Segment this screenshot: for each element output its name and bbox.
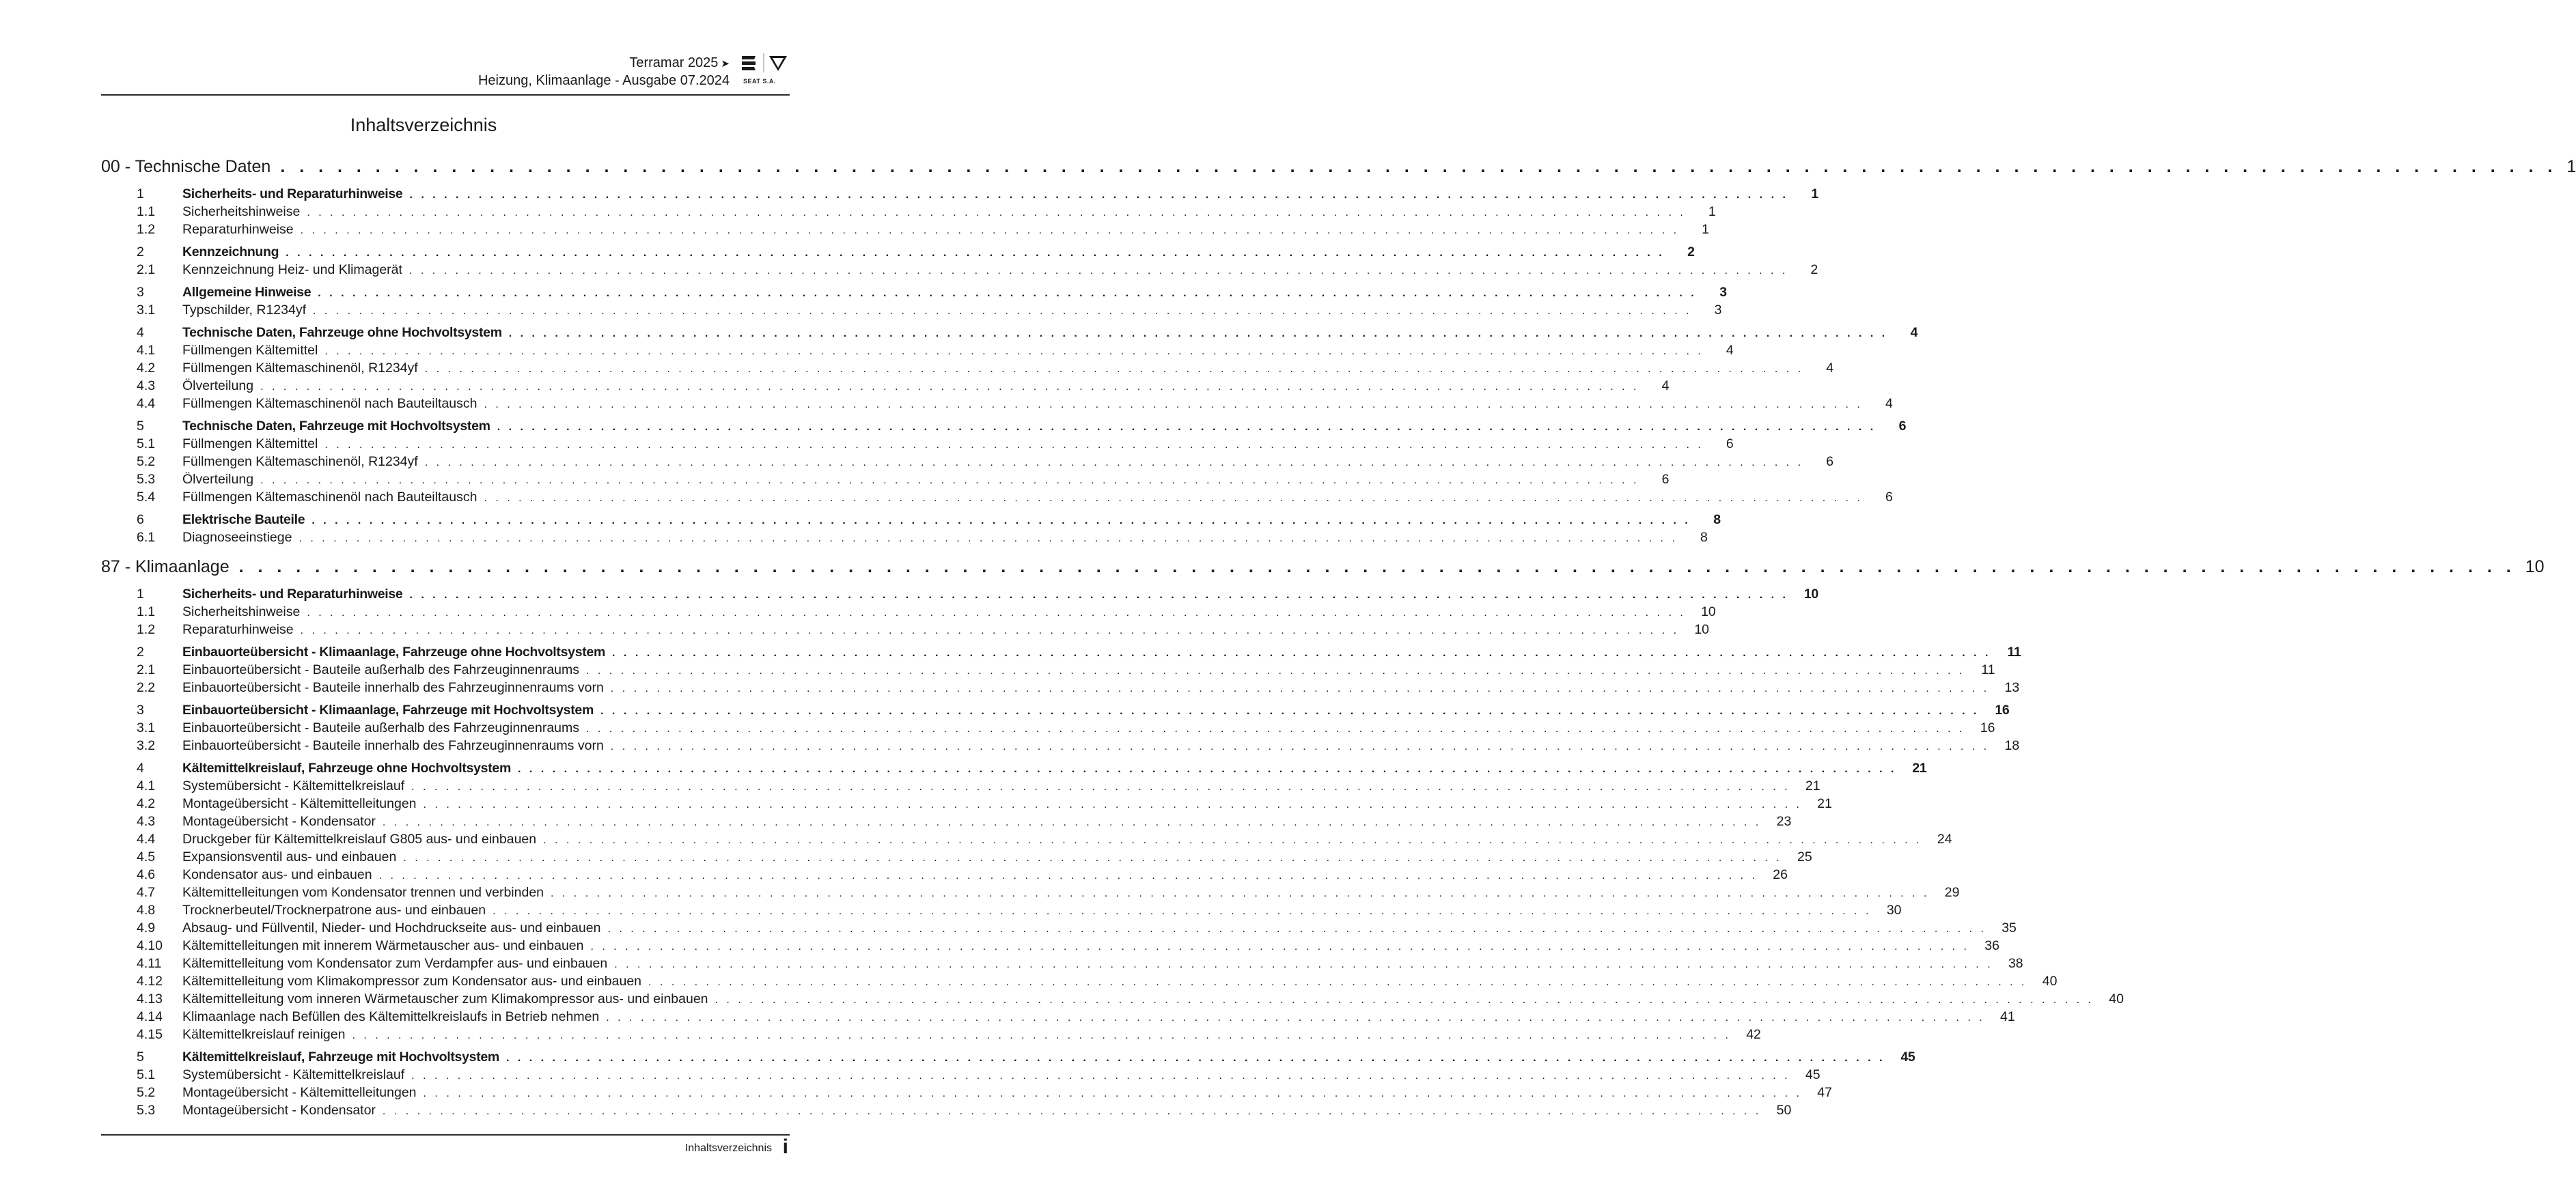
entry-page: 8 [1713, 512, 1721, 527]
leader-dots: . . . . . . . . . . . . . . . . . . . . . . . . . . . . . . . . . . . . . . . . . . . . . . . . . . . . . . . . . . . . . . . . . . . . . . . . . . . . . . . . . . . . . . . . . . . . . . . . . . . . . . . . . . . . . . . . . . . . . . . . [382, 1106, 1762, 1117]
entry-page: 1 [1708, 204, 1716, 219]
entry-page: 40 [2042, 974, 2058, 989]
leader-dots: . . . . . . . . . . . . . . . . . . . . . . . . . . . . . . . . . . . . . . . . . . . . . . . . . . . . . . . . . . . . . . . . . . . . . . . . . . . . . . . . . . . . . . . . . . . . . . . . . . . . . . . . . . . . . . . . . . . . . . . . [260, 475, 1639, 486]
leader-dots: . . . . . . . . . . . . . . . . . . . . . . . . . . . . . . . . . . . . . . . . . . . . . . . . . . . . . . . . . . . . . . . . . . . . . . . . . . . . . . . . . . . . . . . . . . . . . . . . . . . . . . . . . . . . . . . . . . . . . . . . [311, 515, 1691, 526]
entry-title: Füllmengen Kältemaschinenöl nach Bauteiltausch [182, 396, 477, 411]
entry-page: 4 [1826, 361, 1834, 376]
entry-page: 6 [1898, 419, 1907, 434]
toc-subsection-entry[interactable] [101, 396, 1893, 414]
entry-number: 1.1 [137, 204, 156, 219]
footer-label: Inhaltsverzeichnis [684, 1142, 772, 1154]
entry-number: 4.4 [137, 832, 156, 847]
entry-page: 45 [1900, 1050, 1915, 1065]
leader-dots: . . . . . . . . . . . . . . . . . . . . . . . . . . . . . . . . . . . . . . . . . . . . . . . . . . . . . . . . . . . . . . . . . . . . . . . . . . . . . . . . . . . . . . . . . . . . . . . . . . . . . . . . . . . . . . . . . . . . . . . . [409, 189, 1788, 201]
brand-label: SEAT S.A. [743, 78, 776, 85]
entry-page: 10 [1701, 604, 1716, 619]
entry-number: 1.2 [137, 622, 156, 637]
leader-dots: . . . . . . . . . . . . . . . . . . . . . . . . . . . . . . . . . . . . . . . . . . . . . . . . . . . . . . . . . . . . . . . . . . . . . . . . . . . . . . . . . . . . . . . . . . . . . . . . . . . . . . . . . . . . . . . . . . . . . . . . [590, 941, 1969, 953]
entry-title: Füllmengen Kältemaschinenöl nach Bauteiltausch [182, 490, 477, 505]
entry-number: 4.14 [137, 1009, 163, 1024]
leader-dots: . . . . . . . . . . . . . . . . . . . . . . . . . . . . . . . . . . . . . . . . . . . . . . . . . . . . . . . . . . . . . . . . . . . . . . . . . . . . . . . . . . . . . . . . . . . . . . . . . . . . . . . . . . . . . . . . . . . . . . . . [378, 870, 1758, 882]
toc-section-entry[interactable] [101, 761, 1927, 778]
entry-number: 4.6 [137, 867, 156, 882]
entry-page: 11 [2007, 645, 2021, 660]
leader-dots: . . . . . . . . . . . . . . . . . . . . . . . . . . . . . . . . . . . . . . . . . . . . . . . . . . . . . . . . . . . . . . . . . . . . . . . . . . . . . . . . . . . . . . . . . . . . . . . . . . . . . . . . . . . . . . . . . . . . . . . . [408, 265, 1788, 277]
entry-page: 29 [1944, 885, 1960, 900]
entry-page: 6 [1661, 472, 1670, 487]
entry-number: 1 [137, 587, 144, 602]
entry-number: 5.4 [137, 490, 156, 505]
toc-subsection-entry[interactable] [101, 222, 1710, 240]
entry-number: 4 [137, 761, 144, 776]
entry-title: Druckgeber für Kältemittelkreislauf G805 aus- und einbauen [182, 832, 537, 847]
toc-section-entry[interactable] [101, 587, 1818, 604]
toc-subsection-entry[interactable] [101, 1009, 2015, 1027]
entry-number: 5.2 [137, 454, 156, 469]
leader-dots: . . . . . . . . . . . . . . . . . . . . . . . . . . . . . . . . . . . . . . . . . . . . . . . . . . . . . . . . . . . . . . . . . . . . . . . . . . . . . . . . . . . . . . . . . . . . . . . . . . . . . . . . . . . . . . . . . . . . . . . . [238, 557, 2516, 576]
entry-title: Expansionsventil aus- und einbauen [182, 849, 397, 864]
seat-logo [738, 52, 790, 90]
entry-number: 5.3 [137, 472, 156, 487]
entry-number: 6 [137, 512, 144, 527]
toc-subsection-entry[interactable] [101, 361, 1834, 378]
leader-dots: . . . . . . . . . . . . . . . . . . . . . . . . . . . . . . . . . . . . . . . . . . . . . . . . . . . . . . . . . . . . . . . . . . . . . . . . . . . . . . . . . . . . . . . . . . . . . . . . . . . . . . . . . . . . . . . . . . . . . . . . [352, 1030, 1731, 1041]
entry-page: 2 [1810, 262, 1818, 277]
toc-chapter [101, 157, 2576, 548]
entry-number: 4 [137, 325, 144, 340]
leader-dots: . . . . . . . . . . . . . . . . . . . . . . . . . . . . . . . . . . . . . . . . . . . . . . . . . . . . . . . . . . . . . . . . . . . . . . . . . . . . . . . . . . . . . . . . . . . . . . . . . . . . . . . . . . . . . . . . . . . . . . . . [300, 225, 1680, 236]
entry-title: Montageübersicht - Kondensator [182, 1103, 376, 1118]
header-model-line [478, 55, 730, 72]
toc-section-entry[interactable] [101, 1050, 1915, 1067]
entry-number: 4.8 [137, 903, 156, 918]
entry-page: 26 [1773, 867, 1788, 882]
toc-subsection-entry[interactable] [101, 530, 1708, 548]
entry-title: Technische Daten, Fahrzeuge mit Hochvoltsystem [182, 419, 490, 434]
toc-subsection-entry[interactable] [101, 796, 1832, 814]
entry-number: 4.11 [137, 956, 162, 971]
entry-number: 2.1 [137, 662, 156, 677]
entry-page: 13 [2004, 680, 2020, 695]
toc-section-group [101, 244, 1818, 280]
entry-number: 4.1 [137, 343, 156, 358]
leader-dots: . . . . . . . . . . . . . . . . . . . . . . . . . . . . . . . . . . . . . . . . . . . . . . . . . . . . . . . . . . . . . . . . . . . . . . . . . . . . . . . . . . . . . . . . . . . . . . . . . . . . . . . . . . . . . . . . . . . . . . . . [606, 1012, 1985, 1024]
leader-dots: . . . . . . . . . . . . . . . . . . . . . . . . . . . . . . . . . . . . . . . . . . . . . . . . . . . . . . . . . . . . . . . . . . . . . . . . . . . . . . . . . . . . . . . . . . . . . . . . . . . . . . . . . . . . . . . . . . . . . . . . [260, 381, 1639, 393]
leader-dots: . . . . . . . . . . . . . . . . . . . . . . . . . . . . . . . . . . . . . . . . . . . . . . . . . . . . . . . . . . . . . . . . . . . . . . . . . . . . . . . . . . . . . . . . . . . . . . . . . . . . . . . . . . . . . . . . . . . . . . . . [715, 994, 2094, 1006]
toc-subsection-entry[interactable] [101, 974, 2058, 991]
arrow-icon: ➤ [721, 58, 730, 70]
entry-number: 5.3 [137, 1103, 156, 1118]
toc-subsection-entry[interactable] [101, 1103, 1792, 1121]
entry-number: 3.2 [137, 738, 156, 753]
toc-subsection-entry[interactable] [101, 302, 1722, 320]
entry-number: 4.15 [137, 1027, 163, 1042]
entry-title: Kennzeichnung Heiz- und Klimagerät [182, 262, 402, 277]
leader-dots: . . . . . . . . . . . . . . . . . . . . . . . . . . . . . . . . . . . . . . . . . . . . . . . . . . . . . . . . . . . . . . . . . . . . . . . . . . . . . . . . . . . . . . . . . . . . . . . . . . . . . . . . . . . . . . . . . . . . . . . . [610, 741, 1990, 752]
toc-subsection-entry[interactable] [101, 680, 2020, 698]
entry-page: 6 [1885, 490, 1893, 505]
toc-section-group [101, 325, 1918, 414]
leader-dots: . . . . . . . . . . . . . . . . . . . . . . . . . . . . . . . . . . . . . . . . . . . . . . . . . . . . . . . . . . . . . . . . . . . . . . . . . . . . . . . . . . . . . . . . . . . . . . . . . . . . . . . . . . . . . . . . . . . . . . . . [423, 1088, 1802, 1099]
entry-title: Kondensator aus- und einbauen [182, 867, 372, 882]
leader-dots: . . . . . . . . . . . . . . . . . . . . . . . . . . . . . . . . . . . . . . . . . . . . . . . . . . . . . . . . . . . . . . . . . . . . . . . . . . . . . . . . . . . . . . . . . . . . . . . . . . . . . . . . . . . . . . . . . . . . . . . . [286, 247, 1665, 259]
toc-section-group [101, 186, 1818, 240]
leader-dots: . . . . . . . . . . . . . . . . . . . . . . . . . . . . . . . . . . . . . . . . . . . . . . . . . . . . . . . . . . . . . . . . . . . . . . . . . . . . . . . . . . . . . . . . . . . . . . . . . . . . . . . . . . . . . . . . . . . . . . . . [551, 888, 1930, 899]
page-footer [101, 1134, 790, 1158]
entry-number: 4.3 [137, 814, 156, 829]
entry-title: Kältemittelleitung vom inneren Wärmetauscher zum Klimakompressor aus- und einbauen [182, 991, 708, 1006]
entry-page: 21 [1817, 796, 1832, 811]
leader-dots: . . . . . . . . . . . . . . . . . . . . . . . . . . . . . . . . . . . . . . . . . . . . . . . . . . . . . . . . . . . . . . . . . . . . . . . . . . . . . . . . . . . . . . . . . . . . . . . . . . . . . . . . . . . . . . . . . . . . . . . . [382, 817, 1762, 828]
entry-page: 4 [1661, 378, 1670, 393]
leader-dots: . . . . . . . . . . . . . . . . . . . . . . . . . . . . . . . . . . . . . . . . . . . . . . . . . . . . . . . . . . . . . . . . . . . . . . . . . . . . . . . . . . . . . . . . . . . . . . . . . . . . . . . . . . . . . . . . . . . . . . . . [423, 799, 1802, 811]
entry-title: Einbauorteübersicht - Bauteile außerhalb des Fahrzeuginnenraums [182, 662, 580, 677]
footer-page-number: i [782, 1136, 788, 1158]
leader-dots: . . . . . . . . . . . . . . . . . . . . . . . . . . . . . . . . . . . . . . . . . . . . . . . . . . . . . . . . . . . . . . . . . . . . . . . . . . . . . . . . . . . . . . . . . . . . . . . . . . . . . . . . . . . . . . . . . . . . . . . . [324, 439, 1704, 451]
entry-number: 4.9 [137, 920, 156, 935]
entry-number: 1 [137, 186, 144, 201]
table-of-contents [101, 157, 2576, 1130]
leader-dots: . . . . . . . . . . . . . . . . . . . . . . . . . . . . . . . . . . . . . . . . . . . . . . . . . . . . . . . . . . . . . . . . . . . . . . . . . . . . . . . . . . . . . . . . . . . . . . . . . . . . . . . . . . . . . . . . . . . . . . . . [299, 533, 1678, 544]
chapter-title: 87 - Klimaanlage [101, 557, 230, 576]
leader-dots: . . . . . . . . . . . . . . . . . . . . . . . . . . . . . . . . . . . . . . . . . . . . . . . . . . . . . . . . . . . . . . . . . . . . . . . . . . . . . . . . . . . . . . . . . . . . . . . . . . . . . . . . . . . . . . . . . . . . . . . . [648, 976, 2027, 988]
toc-section-entry[interactable] [101, 512, 1721, 530]
chapter-page: 10 [2525, 557, 2545, 576]
entry-number: 4.12 [137, 974, 163, 989]
entry-number: 4.5 [137, 849, 156, 864]
toc-subsection-entry[interactable] [101, 472, 1670, 490]
entry-number: 4.13 [137, 991, 163, 1006]
entry-title: Kältemittelleitung vom Klimakompressor zum Kondensator aus- und einbauen [182, 974, 642, 989]
toc-subsection-entry[interactable] [101, 720, 1995, 738]
entry-page: 16 [1995, 703, 2010, 718]
entry-title: Sicherheits- und Reparaturhinweise [182, 186, 403, 201]
leader-dots: . . . . . . . . . . . . . . . . . . . . . . . . . . . . . . . . . . . . . . . . . . . . . . . . . . . . . . . . . . . . . . . . . . . . . . . . . . . . . . . . . . . . . . . . . . . . . . . . . . . . . . . . . . . . . . . . . . . . . . . . [313, 305, 1692, 317]
entry-number: 5 [137, 419, 144, 434]
entry-page: 23 [1776, 814, 1792, 829]
toc-section-group [101, 419, 1907, 507]
toc-section-entry[interactable] [101, 703, 2010, 720]
toc-subsection-entry[interactable] [101, 262, 1818, 280]
toc-subsection-entry[interactable] [101, 436, 1734, 454]
entry-title: Elektrische Bauteile [182, 512, 305, 527]
toc-subsection-entry[interactable] [101, 885, 1960, 903]
toc-subsection-entry[interactable] [101, 738, 2020, 756]
header-text [478, 55, 730, 89]
entry-title: Sicherheitshinweise [182, 604, 301, 619]
leader-dots: . . . . . . . . . . . . . . . . . . . . . . . . . . . . . . . . . . . . . . . . . . . . . . . . . . . . . . . . . . . . . . . . . . . . . . . . . . . . . . . . . . . . . . . . . . . . . . . . . . . . . . . . . . . . . . . . . . . . . . . . [409, 589, 1788, 601]
entry-page: 41 [2000, 1009, 2015, 1024]
entry-title: Ölverteilung [182, 472, 254, 487]
entry-title: Einbauorteübersicht - Klimaanlage, Fahrzeuge ohne Hochvoltsystem [182, 645, 606, 660]
entry-title: Füllmengen Kältemaschinenöl, R1234yf [182, 361, 418, 376]
entry-number: 3.1 [137, 720, 156, 735]
toc-subsection-entry[interactable] [101, 490, 1893, 507]
entry-title: Montageübersicht - Kältemittelleitungen [182, 796, 417, 811]
toc-subsection-entry[interactable] [101, 903, 1902, 920]
toc-subsection-entry[interactable] [101, 1085, 1832, 1103]
entry-page: 42 [1746, 1027, 1761, 1042]
leader-dots: . . . . . . . . . . . . . . . . . . . . . . . . . . . . . . . . . . . . . . . . . . . . . . . . . . . . . . . . . . . . . . . . . . . . . . . . . . . . . . . . . . . . . . . . . . . . . . . . . . . . . . . . . . . . . . . . . . . . . . . . [586, 665, 1965, 677]
entry-page: 8 [1700, 530, 1708, 545]
entry-number: 5.2 [137, 1085, 156, 1100]
entry-page: 6 [1726, 436, 1734, 451]
entry-title: Systemübersicht - Kältemittelkreislauf [182, 778, 405, 793]
chapter-page: 1 [2566, 157, 2576, 176]
entry-page: 21 [1912, 761, 1927, 776]
entry-number: 4.4 [137, 396, 156, 411]
page-header [101, 51, 790, 96]
leader-dots: . . . . . . . . . . . . . . . . . . . . . . . . . . . . . . . . . . . . . . . . . . . . . . . . . . . . . . . . . . . . . . . . . . . . . . . . . . . . . . . . . . . . . . . . . . . . . . . . . . . . . . . . . . . . . . . . . . . . . . . . [424, 457, 1804, 468]
entry-page: 2 [1687, 244, 1695, 259]
toc-subsection-entry[interactable] [101, 920, 2017, 938]
leader-dots: . . . . . . . . . . . . . . . . . . . . . . . . . . . . . . . . . . . . . . . . . . . . . . . . . . . . . . . . . . . . . . . . . . . . . . . . . . . . . . . . . . . . . . . . . . . . . . . . . . . . . . . . . . . . . . . . . . . . . . . . [403, 852, 1782, 864]
entry-page: 11 [1981, 662, 1995, 677]
entry-title: Kältemittelkreislauf, Fahrzeuge ohne Hochvoltsystem [182, 761, 511, 776]
entry-page: 45 [1805, 1067, 1820, 1082]
entry-page: 3 [1714, 302, 1722, 318]
leader-dots: . . . . . . . . . . . . . . . . . . . . . . . . . . . . . . . . . . . . . . . . . . . . . . . . . . . . . . . . . . . . . . . . . . . . . . . . . . . . . . . . . . . . . . . . . . . . . . . . . . . . . . . . . . . . . . . . . . . . . . . . [424, 363, 1804, 375]
toc-subsection-entry[interactable] [101, 814, 1792, 832]
entry-title: Einbauorteübersicht - Klimaanlage, Fahrzeuge mit Hochvoltsystem [182, 703, 594, 718]
entry-number: 4.3 [137, 378, 156, 393]
entry-title: Kältemittelleitungen mit innerem Wärmetauscher aus- und einbauen [182, 938, 584, 953]
entry-page: 10 [1803, 587, 1818, 602]
entry-number: 4.2 [137, 361, 156, 376]
entry-page: 35 [2002, 920, 2017, 935]
toc-subsection-entry[interactable] [101, 849, 1812, 867]
entry-title: Kältemittelkreislauf, Fahrzeuge mit Hochvoltsystem [182, 1050, 499, 1065]
toc-subsection-entry[interactable] [101, 867, 1788, 885]
leader-dots: . . . . . . . . . . . . . . . . . . . . . . . . . . . . . . . . . . . . . . . . . . . . . . . . . . . . . . . . . . . . . . . . . . . . . . . . . . . . . . . . . . . . . . . . . . . . . . . . . . . . . . . . . . . . . . . . . . . . . . . . [484, 399, 1863, 410]
toc-section-group [101, 645, 2021, 698]
entry-title: Kennzeichnung [182, 244, 279, 259]
entry-title: Füllmengen Kältemaschinenöl, R1234yf [182, 454, 418, 469]
entry-page: 36 [1984, 938, 1999, 953]
toc-section-group [101, 1050, 1915, 1121]
entry-page: 47 [1817, 1085, 1832, 1100]
entry-page: 40 [2109, 991, 2124, 1006]
page-title: Inhaltsverzeichnis [350, 115, 497, 135]
entry-page: 30 [1886, 903, 1902, 918]
leader-dots: . . . . . . . . . . . . . . . . . . . . . . . . . . . . . . . . . . . . . . . . . . . . . . . . . . . . . . . . . . . . . . . . . . . . . . . . . . . . . . . . . . . . . . . . . . . . . . . . . . . . . . . . . . . . . . . . . . . . . . . . [543, 834, 1922, 846]
entry-page: 3 [1719, 285, 1727, 300]
toc-subsection-entry[interactable] [101, 343, 1734, 361]
entry-number: 2.2 [137, 680, 156, 695]
leader-dots: . . . . . . . . . . . . . . . . . . . . . . . . . . . . . . . . . . . . . . . . . . . . . . . . . . . . . . . . . . . . . . . . . . . . . . . . . . . . . . . . . . . . . . . . . . . . . . . . . . . . . . . . . . . . . . . . . . . . . . . . [600, 705, 1980, 717]
entry-page: 1 [1811, 186, 1818, 201]
entry-title: Einbauorteübersicht - Bauteile außerhalb des Fahrzeuginnenraums [182, 720, 580, 735]
entry-number: 2 [137, 244, 144, 259]
toc-subsection-entry[interactable] [101, 832, 1952, 849]
leader-dots: . . . . . . . . . . . . . . . . . . . . . . . . . . . . . . . . . . . . . . . . . . . . . . . . . . . . . . . . . . . . . . . . . . . . . . . . . . . . . . . . . . . . . . . . . . . . . . . . . . . . . . . . . . . . . . . . . . . . . . . . [324, 346, 1704, 357]
toc-section-group [101, 761, 2124, 1045]
leader-dots: . . . . . . . . . . . . . . . . . . . . . . . . . . . . . . . . . . . . . . . . . . . . . . . . . . . . . . . . . . . . . . . . . . . . . . . . . . . . . . . . . . . . . . . . . . . . . . . . . . . . . . . . . . . . . . . . . . . . . . . . [307, 207, 1686, 219]
toc-subsection-entry[interactable] [101, 778, 1820, 796]
entry-number: 4.2 [137, 796, 156, 811]
entry-title: Typschilder, R1234yf [182, 302, 307, 318]
entry-title: Sicherheitshinweise [182, 204, 301, 219]
entry-page: 4 [1885, 396, 1893, 411]
entry-title: Kältemittelleitungen vom Kondensator trennen und verbinden [182, 885, 544, 900]
entry-title: Reparaturhinweise [182, 222, 294, 237]
entry-number: 3 [137, 285, 144, 300]
entry-number: 2.1 [137, 262, 156, 277]
entry-title: Kältemittelkreislauf reinigen [182, 1027, 346, 1042]
toc-subsection-entry[interactable] [101, 604, 1716, 622]
leader-dots: . . . . . . . . . . . . . . . . . . . . . . . . . . . . . . . . . . . . . . . . . . . . . . . . . . . . . . . . . . . . . . . . . . . . . . . . . . . . . . . . . . . . . . . . . . . . . . . . . . . . . . . . . . . . . . . . . . . . . . . . [484, 492, 1863, 504]
toc-subsection-entry[interactable] [101, 1067, 1820, 1085]
toc-subsection-entry[interactable] [101, 662, 1995, 680]
entry-page: 25 [1797, 849, 1812, 864]
entry-title: Füllmengen Kältemittel [182, 436, 318, 451]
leader-dots: . . . . . . . . . . . . . . . . . . . . . . . . . . . . . . . . . . . . . . . . . . . . . . . . . . . . . . . . . . . . . . . . . . . . . . . . . . . . . . . . . . . . . . . . . . . . . . . . . . . . . . . . . . . . . . . . . . . . . . . . [411, 781, 1790, 793]
entry-number: 5.1 [137, 436, 156, 451]
toc-section-entry[interactable] [101, 244, 1695, 262]
leader-dots: . . . . . . . . . . . . . . . . . . . . . . . . . . . . . . . . . . . . . . . . . . . . . . . . . . . . . . . . . . . . . . . . . . . . . . . . . . . . . . . . . . . . . . . . . . . . . . . . . . . . . . . . . . . . . . . . . . . . . . . . [612, 647, 1991, 659]
leader-dots: . . . . . . . . . . . . . . . . . . . . . . . . . . . . . . . . . . . . . . . . . . . . . . . . . . . . . . . . . . . . . . . . . . . . . . . . . . . . . . . . . . . . . . . . . . . . . . . . . . . . . . . . . . . . . . . . . . . . . . . . [307, 607, 1686, 619]
entry-title: Technische Daten, Fahrzeuge ohne Hochvoltsystem [182, 325, 502, 340]
leader-dots: . . . . . . . . . . . . . . . . . . . . . . . . . . . . . . . . . . . . . . . . . . . . . . . . . . . . . . . . . . . . . . . . . . . . . . . . . . . . . . . . . . . . . . . . . . . . . . . . . . . . . . . . . . . . . . . . . . . . . . . . [586, 723, 1965, 735]
entry-page: 21 [1805, 778, 1820, 793]
toc-section-entry[interactable] [101, 186, 1818, 204]
entry-title: Trocknerbeutel/Trocknerpatrone aus- und einbauen [182, 903, 486, 918]
toc-section-group [101, 285, 1727, 320]
toc-subsection-entry[interactable] [101, 454, 1834, 472]
entry-title: Diagnoseeinstiege [182, 530, 292, 545]
toc-chapter [101, 557, 2545, 1121]
leader-dots: . . . . . . . . . . . . . . . . . . . . . . . . . . . . . . . . . . . . . . . . . . . . . . . . . . . . . . . . . . . . . . . . . . . . . . . . . . . . . . . . . . . . . . . . . . . . . . . . . . . . . . . . . . . . . . . . . . . . . . . . [505, 1052, 1885, 1064]
entry-title: Klimaanlage nach Befüllen des Kältemittelkreislaufs in Betrieb nehmen [182, 1009, 600, 1024]
entry-title: Einbauorteübersicht - Bauteile innerhalb des Fahrzeuginnenraums vorn [182, 680, 604, 695]
entry-title: Kältemittelleitung vom Kondensator zum Verdampfer aus- und einbauen [182, 956, 608, 971]
toc-section-entry[interactable] [101, 325, 1918, 343]
leader-dots: . . . . . . . . . . . . . . . . . . . . . . . . . . . . . . . . . . . . . . . . . . . . . . . . . . . . . . . . . . . . . . . . . . . . . . . . . . . . . . . . . . . . . . . . . . . . . . . . . . . . . . . . . . . . . . . . . . . . . . . . [610, 683, 1990, 694]
toc-subsection-entry[interactable] [101, 204, 1716, 222]
leader-dots: . . . . . . . . . . . . . . . . . . . . . . . . . . . . . . . . . . . . . . . . . . . . . . . . . . . . . . . . . . . . . . . . . . . . . . . . . . . . . . . . . . . . . . . . . . . . . . . . . . . . . . . . . . . . . . . . . . . . . . . . [614, 959, 1993, 970]
chapter-title: 00 - Technische Daten [101, 157, 271, 176]
leader-dots: . . . . . . . . . . . . . . . . . . . . . . . . . . . . . . . . . . . . . . . . . . . . . . . . . . . . . . . . . . . . . . . . . . . . . . . . . . . . . . . . . . . . . . . . . . . . . . . . . . . . . . . . . . . . . . . . . . . . . . . . [493, 905, 1872, 917]
header-subtitle: Heizung, Klimaanlage - Ausgabe 07.2024 [477, 73, 730, 88]
toc-section-entry[interactable] [101, 645, 2021, 662]
entry-page: 6 [1826, 454, 1834, 469]
seat-cupra-logo-icon [738, 52, 790, 76]
entry-page: 24 [1937, 832, 1952, 847]
entry-number: 1.2 [137, 222, 156, 237]
entry-page: 38 [2008, 956, 2023, 971]
entry-title: Montageübersicht - Kondensator [182, 814, 376, 829]
entry-number: 2 [137, 645, 144, 660]
leader-dots: . . . . . . . . . . . . . . . . . . . . . . . . . . . . . . . . . . . . . . . . . . . . . . . . . . . . . . . . . . . . . . . . . . . . . . . . . . . . . . . . . . . . . . . . . . . . . . . . . . . . . . . . . . . . . . . . . . . . . . . . [497, 421, 1876, 433]
entry-page: 1 [1702, 222, 1710, 237]
toc-subsection-entry[interactable] [101, 938, 1999, 956]
entry-title: Systemübersicht - Kältemittelkreislauf [182, 1067, 405, 1082]
entry-number: 4.10 [137, 938, 163, 953]
entry-page: 4 [1726, 343, 1734, 358]
entry-number: 3 [137, 703, 144, 718]
leader-dots: . . . . . . . . . . . . . . . . . . . . . . . . . . . . . . . . . . . . . . . . . . . . . . . . . . . . . . . . . . . . . . . . . . . . . . . . . . . . . . . . . . . . . . . . . . . . . . . . . . . . . . . . . . . . . . . . . . . . . . . . [508, 328, 1888, 339]
leader-dots: . . . . . . . . . . . . . . . . . . . . . . . . . . . . . . . . . . . . . . . . . . . . . . . . . . . . . . . . . . . . . . . . . . . . . . . . . . . . . . . . . . . . . . . . . . . . . . . . . . . . . . . . . . . . . . . . . . . . . . . . [518, 763, 1897, 775]
leader-dots: . . . . . . . . . . . . . . . . . . . . . . . . . . . . . . . . . . . . . . . . . . . . . . . . . . . . . . . . . . . . . . . . . . . . . . . . . . . . . . . . . . . . . . . . . . . . . . . . . . . . . . . . . . . . . . . . . . . . . . . . [607, 923, 1986, 935]
entry-page: 18 [2004, 738, 2020, 753]
entry-title: Füllmengen Kältemittel [182, 343, 318, 358]
entry-title: Absaug- und Füllventil, Nieder- und Hochdruckseite aus- und einbauen [182, 920, 601, 935]
entry-number: 1.1 [137, 604, 156, 619]
entry-page: 16 [1980, 720, 1995, 735]
entry-number: 5 [137, 1050, 144, 1065]
entry-number: 5.1 [137, 1067, 156, 1082]
toc-chapter-heading[interactable] [101, 557, 2545, 582]
toc-chapter-heading[interactable] [101, 157, 2576, 182]
leader-dots: . . . . . . . . . . . . . . . . . . . . . . . . . . . . . . . . . . . . . . . . . . . . . . . . . . . . . . . . . . . . . . . . . . . . . . . . . . . . . . . . . . . . . . . . . . . . . . . . . . . . . . . . . . . . . . . . . . . . . . . . [280, 157, 2558, 176]
leader-dots: . . . . . . . . . . . . . . . . . . . . . . . . . . . . . . . . . . . . . . . . . . . . . . . . . . . . . . . . . . . . . . . . . . . . . . . . . . . . . . . . . . . . . . . . . . . . . . . . . . . . . . . . . . . . . . . . . . . . . . . . [318, 287, 1697, 299]
leader-dots: . . . . . . . . . . . . . . . . . . . . . . . . . . . . . . . . . . . . . . . . . . . . . . . . . . . . . . . . . . . . . . . . . . . . . . . . . . . . . . . . . . . . . . . . . . . . . . . . . . . . . . . . . . . . . . . . . . . . . . . . [411, 1070, 1790, 1082]
toc-section-group [101, 512, 1721, 548]
entry-title: Reparaturhinweise [182, 622, 294, 637]
entry-number: 4.7 [137, 885, 156, 900]
toc-subsection-entry[interactable] [101, 991, 2124, 1009]
entry-title: Ölverteilung [182, 378, 254, 393]
entry-title: Sicherheits- und Reparaturhinweise [182, 587, 403, 602]
toc-subsection-entry[interactable] [101, 378, 1670, 396]
toc-section-group [101, 703, 2020, 756]
toc-section-entry[interactable] [101, 285, 1727, 302]
entry-page: 10 [1694, 622, 1710, 637]
entry-number: 3.1 [137, 302, 156, 318]
toc-section-entry[interactable] [101, 419, 1907, 436]
entry-page: 50 [1776, 1103, 1792, 1118]
toc-subsection-entry[interactable] [101, 622, 1710, 640]
entry-title: Einbauorteübersicht - Bauteile innerhalb des Fahrzeuginnenraums vorn [182, 738, 604, 753]
entry-page: 4 [1910, 325, 1918, 340]
toc-subsection-entry[interactable] [101, 1027, 1761, 1045]
entry-title: Montageübersicht - Kältemittelleitungen [182, 1085, 417, 1100]
entry-number: 4.1 [137, 778, 156, 793]
toc-section-group [101, 587, 1818, 640]
header-model: Terramar 2025 [629, 55, 719, 70]
toc-subsection-entry[interactable] [101, 956, 2023, 974]
entry-number: 6.1 [137, 530, 156, 545]
entry-title: Allgemeine Hinweise [182, 285, 311, 300]
leader-dots: . . . . . . . . . . . . . . . . . . . . . . . . . . . . . . . . . . . . . . . . . . . . . . . . . . . . . . . . . . . . . . . . . . . . . . . . . . . . . . . . . . . . . . . . . . . . . . . . . . . . . . . . . . . . . . . . . . . . . . . . [300, 625, 1680, 636]
